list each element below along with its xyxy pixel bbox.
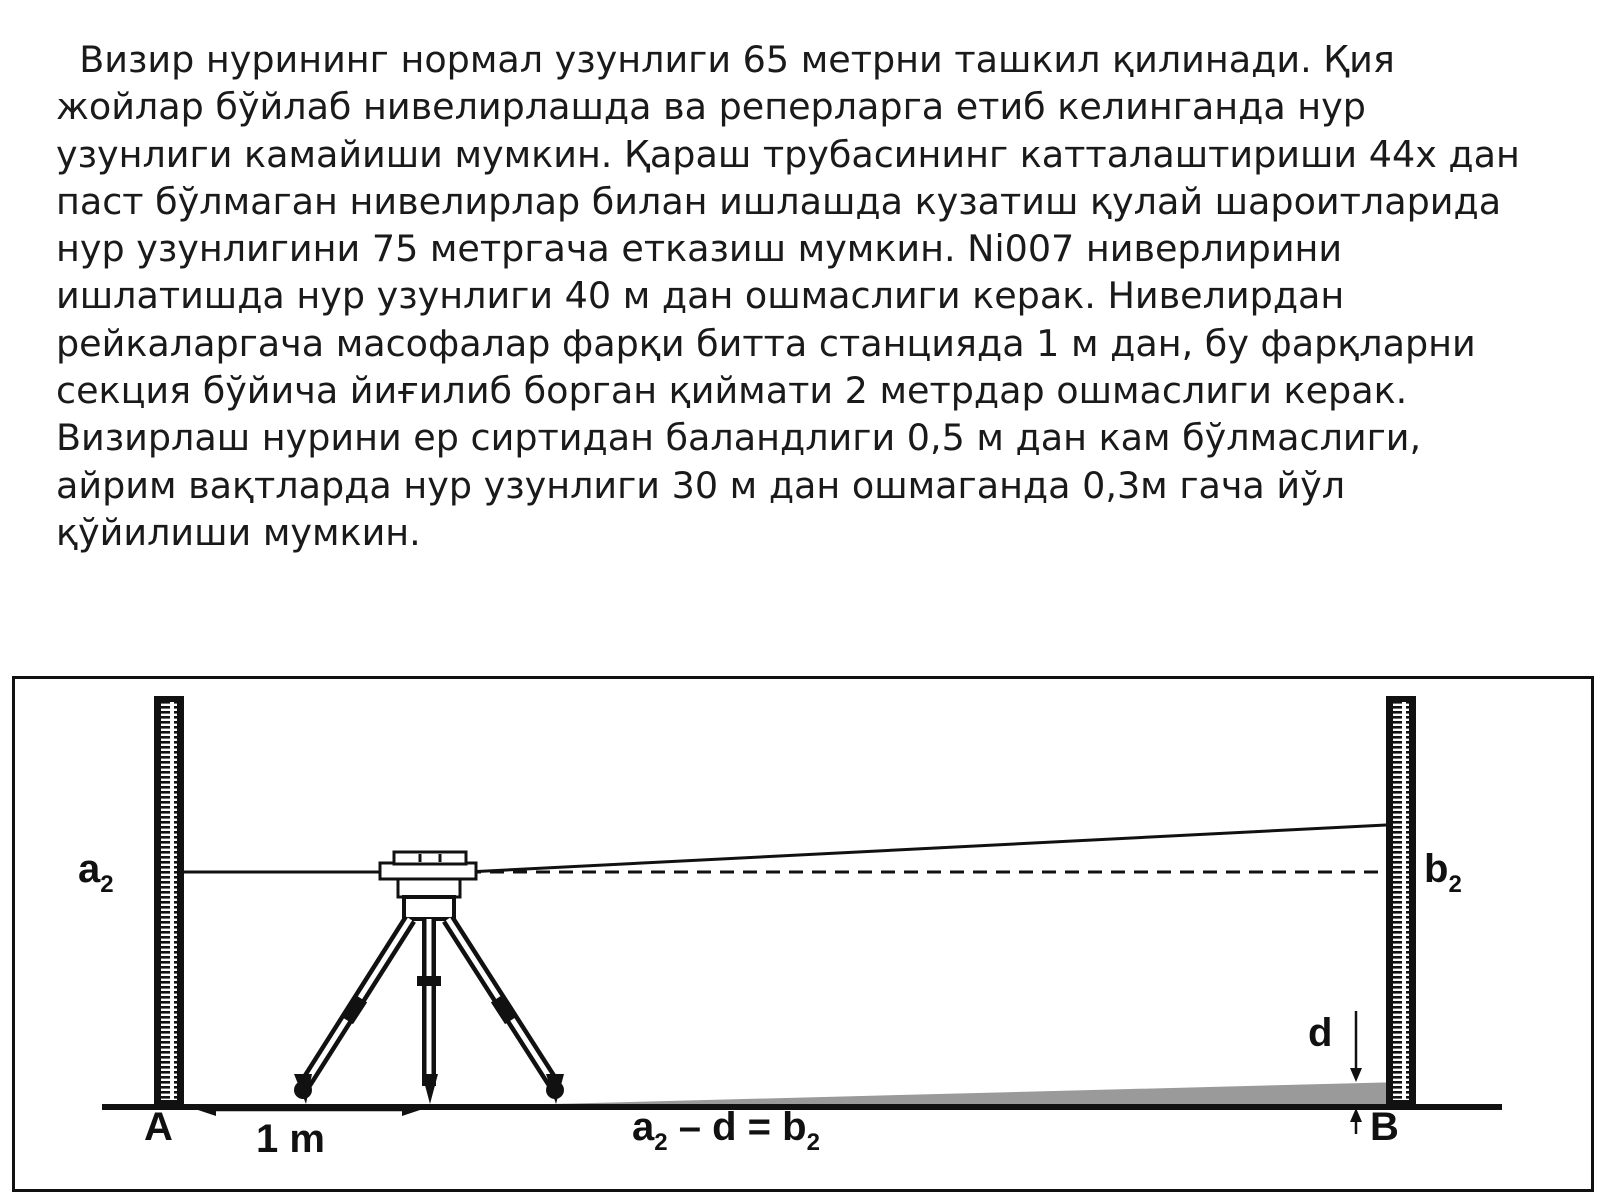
label-1m: 1 m xyxy=(256,1117,325,1161)
text-line: Визир нурининг нормал узунлиги 65 метрни ташкил қилинади. Қия xyxy=(56,38,1395,81)
text-line: айрим вақтларда нур узунлиги 30 м дан ошмаганда 0,3м гача йўл xyxy=(56,463,1346,507)
diagram-canvas xyxy=(12,676,1594,1192)
text-line: узунлиги камайиши мумкин. Қараш трубасининг катталаштириши 44х дан xyxy=(56,132,1520,176)
label-b2: $b_2$ xyxy=(1424,847,1462,898)
body-paragraph xyxy=(56,36,1556,556)
label-a2: $a_2$ xyxy=(78,847,114,898)
label-point-b: B xyxy=(1370,1105,1399,1149)
leveling-diagram xyxy=(12,676,1594,1192)
text-line: ишлатишда нур узунлиги 40 м дан ошмаслиги керак. Нивелирдан xyxy=(56,274,1345,318)
text-line: қўйилиши мумкин. xyxy=(56,510,421,554)
staff-b xyxy=(1386,696,1416,1107)
text-line: жойлар бўйлаб нивелирлашда ва реперларга етиб келинганда нур xyxy=(56,85,1366,129)
formula-text: $a_2 - d = b_2$ xyxy=(632,1105,820,1156)
text-line: паст бўлмаган нивелирлар билан ишлашда кузатиш қулай шароитларида xyxy=(56,179,1502,223)
text-line: рейкаларгача масофалар фарқи битта станцияда 1 м дан, бу фарқларни xyxy=(56,321,1476,365)
label-d: d xyxy=(1308,1011,1333,1055)
text-line: нур узунлигини 75 метргача етказиш мумкин. Ni007 ниверлирини xyxy=(56,227,1343,271)
staff-a xyxy=(154,696,184,1107)
text-line: секция бўйича йиғилиб борган қиймати 2 метрдар ошмаслиги керак. xyxy=(56,369,1408,413)
label-point-a: A xyxy=(144,1105,173,1149)
text-line: Визирлаш нурини ер сиртидан баландлиги 0,5 м дан кам бўлмаслиги, xyxy=(56,416,1422,460)
